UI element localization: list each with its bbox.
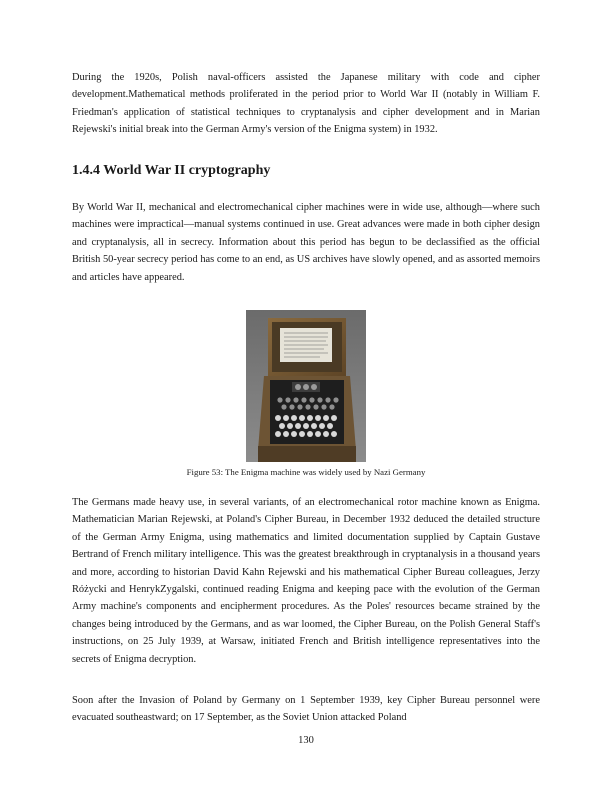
section-heading: 1.4.4 World War II cryptography [72, 163, 271, 178]
paragraph-enigma-breakthrough: The Germans made heavy use, in several variants, of an electromechanical rotor machine known as Enigma. Mathematician Marian Rejewski, at Poland's Cipher Bureau, in December 1932 deduced the detailed structure of the German Army Enigma, using mathematics and limited documentation supplied by Captain Gustave Bertrand of French military intelligence. This was the greatest breakthrough in cryptanalysis in a thousand years and more, according to historian David Kahn Rejewski and his mathematical Cipher Bureau colleagues, Jerzy Różycki and HenrykZygalski, continued reading Enigma and keeping pace with the evolution of the German Army machine's components and encipherment procedures. As the Poles' resources became strained by the changes being introduced by the Germans, and as war loomed, the Cipher Bureau, on the Polish General Staff's instructions, on 25 July 1939, at Warsaw, initiated French and British intelligence representatives into the secrets of Enigma decryption. [72, 497, 540, 665]
paragraph-invasion-of-poland: Soon after the Invasion of Poland by Germany on 1 September 1939, key Cipher Bureau personnel were evacuated southeastward; on 17 September, as the Soviet Union attacked Poland [72, 695, 540, 724]
enigma-machine-photo [246, 310, 366, 462]
paragraph-wwii-intro: By World War II, mechanical and electromechanical cipher machines were in wide use, although—where such machines were impractical—manual systems continued in use. Great advances were made in both cipher design and cryptanalysis, all in secrecy. Information about this period has begun to be declassified as the official British 50-year secrecy period has come to an end, as US archives have slowly opened, and as assorted memoirs and articles have appeared. [72, 202, 540, 283]
paragraph-interwar-cryptography: During the 1920s, Polish naval-officers assisted the Japanese military with code and cipher development.Mathematical methods proliferated in the period prior to World War II (notably in William F. Friedman's application of statistical techniques to cryptanalysis and cipher development and in Marian Rejewski's initial break into the German Army's version of the Enigma system) in 1932. [72, 72, 540, 136]
figure-caption: Figure 53: The Enigma machine was widely used by Nazi Germany [186, 467, 426, 477]
page-number: 130 [298, 735, 314, 746]
